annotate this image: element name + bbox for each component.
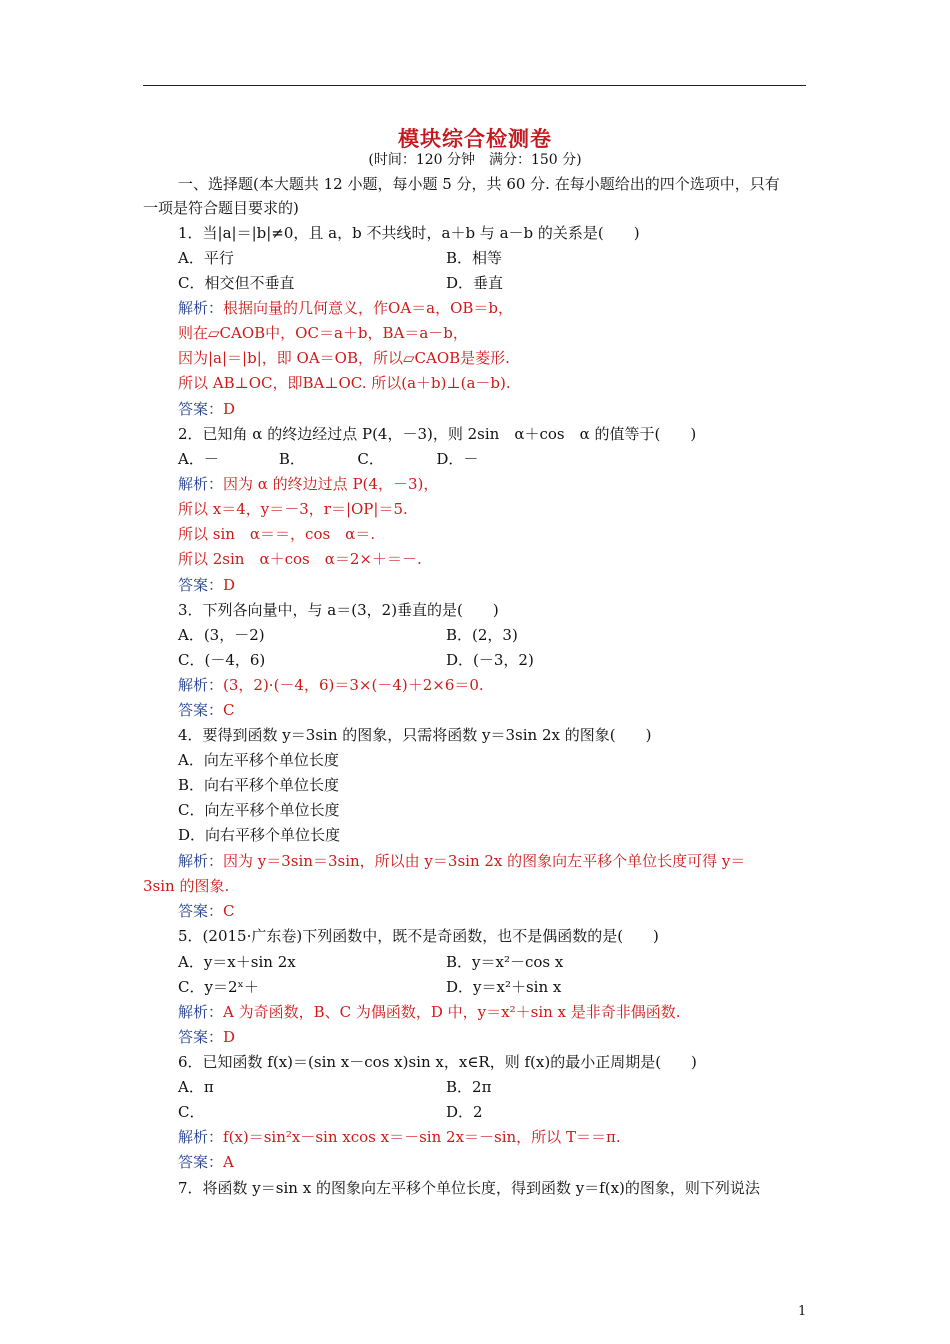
question-6-option-b: B．2π — [446, 1078, 492, 1096]
question-5-option-b: B．y＝x²－cos x — [446, 953, 564, 971]
answer-value: D — [223, 1028, 236, 1046]
question-4-analysis-1 — [178, 851, 745, 871]
analysis-text: 根据向量的几何意义，作OA＝a，OB＝b， — [223, 299, 514, 317]
question-3-option-c: C．(－4，6) — [178, 651, 266, 669]
answer-label: 答案： — [178, 1153, 224, 1171]
question-4-answer — [178, 901, 235, 921]
question-4-option-b: B．向右平移个单位长度 — [178, 776, 340, 794]
section-intro-line-2: 一项是符合题目要求的) — [143, 199, 299, 217]
question-1-analysis-4: 所以 AB⊥OC，即BA⊥OC. 所以(a＋b)⊥(a－b). — [178, 374, 511, 392]
question-2-analysis-4: 所以 2sin α＋cos α＝2×＋＝－. — [178, 550, 422, 568]
question-3-analysis-1 — [178, 675, 484, 695]
analysis-label: 解析： — [178, 1003, 224, 1021]
question-2-analysis-1 — [178, 474, 438, 494]
answer-value: C — [223, 902, 235, 920]
analysis-label: 解析： — [178, 676, 224, 694]
question-6-stem: 6．已知函数 f(x)＝(sin x－cos x)sin x，x∈R，则 f(x)的最小正周期是( ) — [178, 1053, 697, 1071]
question-3-option-d: D．(－3，2) — [446, 651, 534, 669]
analysis-text: 因为 y＝3sin＝3sin，所以由 y＝3sin 2x 的图象向左平移个单位长度可得 y＝ — [223, 852, 746, 870]
answer-value: D — [223, 576, 236, 594]
question-1-option-d: D．垂直 — [446, 274, 504, 292]
question-6-option-c: C． — [178, 1103, 205, 1121]
page-number: 1 — [798, 1304, 807, 1319]
question-7-stem: 7．将函数 y＝sin x 的图象向左平移个单位长度，得到函数 y＝f(x)的图象，则下列说法 — [178, 1179, 760, 1197]
question-5-option-a: A．y＝x＋sin 2x — [178, 953, 296, 971]
question-3-answer — [178, 700, 235, 720]
question-1-option-c: C．相交但不垂直 — [178, 274, 295, 292]
question-1-answer — [178, 399, 235, 419]
question-6-answer — [178, 1152, 234, 1172]
answer-label: 答案： — [178, 902, 224, 920]
answer-label: 答案： — [178, 576, 224, 594]
question-1-stem: 1．当|a|＝|b|≠0，且 a，b 不共线时，a＋b 与 a－b 的关系是( ) — [178, 224, 640, 242]
question-2-stem: 2．已知角 α 的终边经过点 P(4，－3)，则 2sin α＋cos α 的值等于( ) — [178, 425, 697, 443]
analysis-text: A 为奇函数，B、C 为偶函数，D 中，y＝x²＋sin x 是非奇非偶函数. — [223, 1003, 681, 1021]
question-2-analysis-2: 所以 x＝4，y＝－3，r＝|OP|＝5. — [178, 500, 408, 518]
question-5-stem: 5．(2015·广东卷)下列函数中，既不是奇函数，也不是偶函数的是( ) — [178, 927, 659, 945]
question-1-analysis-3: 因为|a|＝|b|，即 OA＝OB，所以▱CAOB是菱形. — [178, 349, 510, 367]
question-2-analysis-3: 所以 sin α＝＝，cos α＝. — [178, 525, 376, 543]
exam-info: (时间：120 分钟 满分：150 分) — [368, 152, 582, 168]
question-1-analysis-1 — [178, 298, 513, 318]
question-5-analysis-1 — [178, 1002, 681, 1022]
answer-label: 答案： — [178, 1028, 224, 1046]
question-1-analysis-2: 则在▱CAOB中，OC＝a＋b，BA＝a－b， — [178, 324, 468, 342]
question-6-option-a: A．π — [178, 1078, 214, 1096]
answer-label: 答案： — [178, 400, 224, 418]
analysis-text: 因为 α 的终边过点 P(4，－3)， — [223, 475, 439, 493]
question-6-analysis-1 — [178, 1127, 621, 1147]
question-5-option-c: C．y＝2ˣ＋ — [178, 978, 259, 996]
question-1-option-b: B．相等 — [446, 249, 503, 267]
question-4-option-d: D．向右平移个单位长度 — [178, 826, 341, 844]
question-3-option-a: A．(3，－2) — [178, 626, 265, 644]
question-2-options: A．－ B． C． D．－ — [178, 450, 479, 468]
analysis-label: 解析： — [178, 475, 224, 493]
question-4-analysis-2: 3sin 的图象. — [143, 877, 230, 895]
question-1-option-a: A．平行 — [178, 249, 234, 267]
section-intro-line-1: 一、选择题(本大题共 12 小题，每小题 5 分，共 60 分. 在每小题给出的四个选项中，只有 — [178, 175, 780, 193]
question-3-option-b: B．(2，3) — [446, 626, 518, 644]
answer-value: D — [223, 400, 236, 418]
answer-label: 答案： — [178, 701, 224, 719]
question-4-stem: 4．要得到函数 y＝3sin 的图象，只需将函数 y＝3sin 2x 的图象( ) — [178, 726, 652, 744]
analysis-label: 解析： — [178, 299, 224, 317]
question-4-option-c: C．向左平移个单位长度 — [178, 801, 340, 819]
header-rule — [143, 85, 806, 86]
analysis-label: 解析： — [178, 1128, 224, 1146]
question-2-answer — [178, 575, 235, 595]
analysis-text: f(x)＝sin²x－sin xcos x＝－sin 2x＝－sin，所以 T＝＝π. — [223, 1128, 621, 1146]
page-title: 模块综合检测卷 — [398, 127, 552, 151]
analysis-label: 解析： — [178, 852, 224, 870]
question-5-option-d: D．y＝x²＋sin x — [446, 978, 562, 996]
question-5-answer — [178, 1027, 235, 1047]
question-3-stem: 3．下列各向量中，与 a＝(3，2)垂直的是( ) — [178, 601, 499, 619]
question-6-option-d: D．2 — [446, 1103, 483, 1121]
answer-value: C — [223, 701, 235, 719]
analysis-text: (3，2)·(－4，6)＝3×(－4)＋2×6＝0. — [223, 676, 484, 694]
question-4-option-a: A．向左平移个单位长度 — [178, 751, 339, 769]
answer-value: A — [223, 1153, 234, 1171]
